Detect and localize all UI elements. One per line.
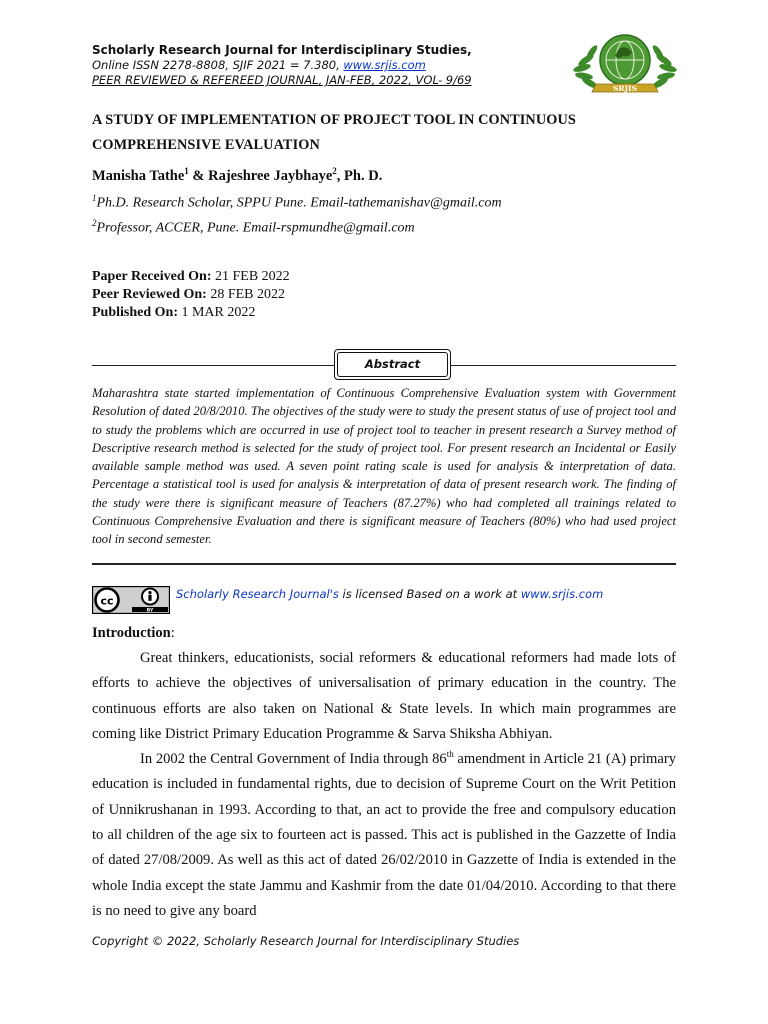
affiliation-2-sup: 2 — [92, 218, 97, 228]
paper-dates — [92, 268, 290, 322]
introduction-colon: : — [170, 625, 175, 641]
author-1-sup: 1 — [184, 166, 189, 176]
intro-paragraph-2 — [92, 747, 676, 924]
abstract-rule-right — [451, 365, 676, 366]
license-text: is licensed Based on a work at — [338, 587, 521, 601]
author-2-sup: 2 — [332, 166, 337, 176]
issn-text: Online ISSN 2278-8808, SJIF 2021 = 7.380, — [92, 58, 344, 72]
svg-text:cc: cc — [100, 594, 114, 608]
author-2: & Rajeshree Jaybhaye — [188, 167, 333, 184]
affiliation-1 — [92, 193, 502, 212]
published-label: Published On: — [92, 305, 178, 320]
paper-title: A STUDY OF IMPLEMENTATION OF PROJECT TOOL IN CONTINUOUS COMPREHENSIVE EVALUATION — [92, 112, 576, 153]
license-website-link[interactable]: www.srjis.com — [520, 587, 604, 601]
introduction-heading-text: Introduction — [92, 625, 171, 641]
peer-review-line: PEER REVIEWED & REFEREED JOURNAL, JAN-FEB, 2022, VOL- 9/69 — [92, 73, 472, 87]
laurel-right-icon — [651, 44, 678, 91]
journal-website-link[interactable]: www.srjis.com — [343, 58, 426, 72]
issn-line — [92, 58, 562, 73]
abstract-rule-left — [92, 365, 334, 366]
introduction-heading — [92, 625, 175, 642]
reviewed-label: Peer Reviewed On: — [92, 287, 207, 302]
journal-name: Scholarly Research Journal for Interdisciplinary Studies, — [92, 43, 472, 57]
author-1: Manisha Tathe — [92, 167, 185, 184]
abstract-rule-bottom — [92, 563, 676, 565]
reviewed-line — [92, 286, 290, 304]
intro-paragraph-2-b: amendment in Article 21 (A) primary education is included in fundamental rights, due to decision of Supreme Court on the Writ Petition of Unnikrushanan in 1993. According to that, an act to provide the free and compulsory education to all children of the age six to fourteen act is passed. This act is published in the Gazzette of India of dated 27/08/2009. As well as this act of dated 26/02/2010 in Gazzette of India is extended in the whole India except the state Jammu and Kashmir from the date 01/04/2010. According to that there is no need to give any board — [92, 751, 676, 919]
copyright-footer: Copyright © 2022, Scholarly Research Journal for Interdisciplinary Studies — [92, 934, 520, 948]
received-label: Paper Received On: — [92, 269, 212, 284]
published-line — [92, 304, 290, 322]
intro-paragraph-2-a: In 2002 the Central Government of India through 86 — [140, 751, 447, 768]
author-suffix: , Ph. D. — [336, 167, 383, 184]
license-journal: Scholarly Research Journal's — [176, 587, 339, 601]
published-date: 1 MAR 2022 — [177, 305, 256, 320]
abstract-heading-box — [334, 349, 451, 380]
cc-by-label: BY — [146, 608, 154, 614]
logo-text: SRJIS — [612, 84, 638, 93]
affiliation-1-sup: 1 — [92, 193, 97, 203]
received-line — [92, 268, 290, 286]
author-line — [92, 166, 382, 185]
journal-header — [92, 43, 562, 88]
reviewed-date: 28 FEB 2022 — [206, 287, 286, 302]
license-line — [176, 587, 603, 601]
intro-paragraph-2-sup: th — [446, 749, 454, 760]
laurel-left-icon — [572, 44, 599, 91]
introduction-body — [92, 646, 676, 924]
affiliation-1-text: Ph.D. Research Scholar, SPPU Pune. Email-tathemanishav@gmail.com — [96, 195, 502, 211]
srjis-logo — [572, 26, 678, 98]
abstract-heading: Abstract — [337, 352, 448, 377]
creative-commons-icon[interactable] — [92, 586, 170, 614]
affiliation-2 — [92, 218, 415, 237]
affiliation-2-text: Professor, ACCER, Pune. Email-rspmundhe@gmail.com — [96, 220, 415, 236]
intro-paragraph-1: Great thinkers, educationists, social reformers & educational reformers had made lots of efforts to achieve the objectives of universalisation of primary education in the country. The continuous efforts are also taken on National & State levels. In which main programmes are coming like District Primary Education Programme & Sarva Shiksha Abhiyan. — [92, 650, 676, 742]
abstract-text: Maharashtra state started implementation of Continuous Comprehensive Evaluation system with Government Resolution of dated 20/8/2010. The objectives of the study were to study the present status of use of project tool and to study the problems which are occurred in use of project tool to teacher in present research a Survey method of Descriptive research method is selected for the study of project tool. For present research an Incidental or Easily available sample method was used. A seven point rating scale is used for analysis & interpretation of data. Percentage a statistical tool is used for analysis & interpretation of data of present research work. The finding of the study were there is significant measure of Teachers (87.27%) who had completed all trainings related to Continuous Comprehensive Evaluation and there is significant measure of Teachers (80%) who had used project tool in second semester. — [92, 386, 676, 547]
received-date: 21 FEB 2022 — [211, 269, 290, 284]
